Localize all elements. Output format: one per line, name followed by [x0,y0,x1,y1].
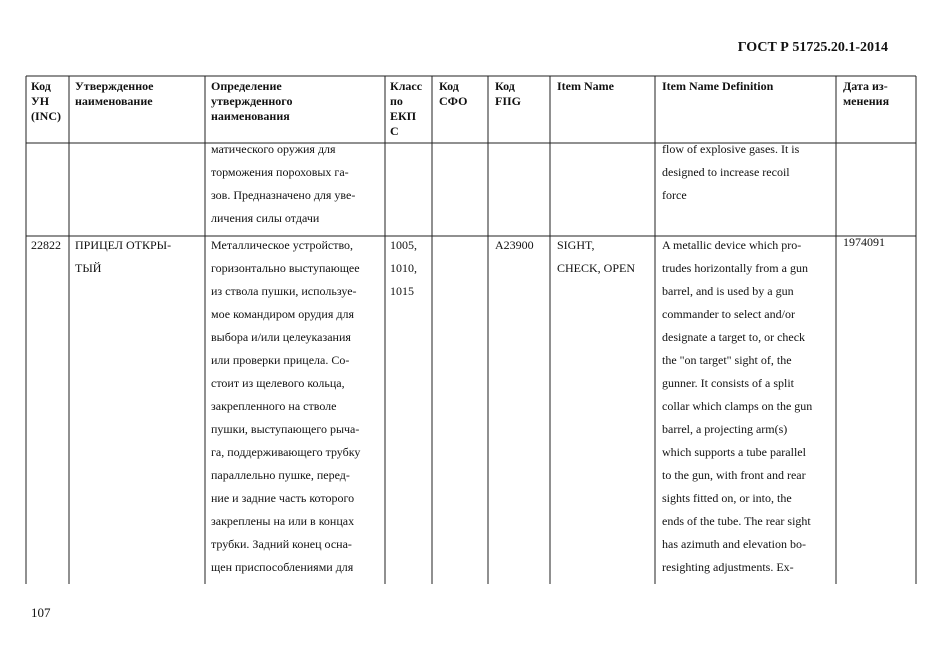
header-code-fiig: Код FIIG [495,79,522,108]
header-code-sfo: Код СФО [439,79,468,108]
row-code-fiig: A23900 [495,238,534,252]
header-approved-name: Утвержденное наименование [75,79,154,108]
row-code-un: 22822 [31,238,61,252]
header-class-ekps: Класс по ЕКП С [390,79,423,138]
row-definition-ru: Металлическое устройство, горизонтально выступающее из ствола пушки, используе- мое командиром орудия для выбора и/или целеуказания или проверки прицела. Со- стоит из щелевого кольца, закрепленного на стволе пушки, выступающего рыча- га, поддерживающего трубку параллельно пушке, перед- ние и задние часть которого закреплены на или в концах трубки. Задний конец осна- щен приспособлениями для [211,238,361,574]
row-item-name-definition: A metallic device which pro- trudes horizontally from a gun barrel, and is used by a gun commander to select and/or designate a target to, or check the "on target" sight of, the gunner. It consists of a split collar which clamps on the gun barrel, a projecting arm(s) which supports a tube parallel to the gun, with front and rear sights fitted on, or into, the ends of the tube. The rear sight has azimuth and elevation bo- resighting adjustments. Ex- [662,238,813,574]
document-standard-id: ГОСТ Р 51725.20.1-2014 [737,40,888,55]
row-class-ekps: 1005, 1010, 1015 [390,238,417,298]
page-number: 107 [31,605,51,620]
header-item-name: Item Name [557,79,614,93]
continuation-item-name-definition: flow of explosive gases. It is designed to increase recoil force [662,142,800,202]
row-approved-name: ПРИЦЕЛ ОТКРЫ- ТЫЙ [75,238,172,275]
header-item-name-definition: Item Name Definition [662,79,774,93]
row-item-name: SIGHT, CHECK, OPEN [557,238,636,275]
header-change-date: Дата из- менения [843,79,890,108]
header-definition-ru: Определение утвержденного наименования [211,79,293,123]
row-change-date: 1974091 [843,235,885,249]
header-code-un: Код УН (INC) [31,79,61,123]
continuation-definition-ru: матического оружия для торможения пороховых га- зов. Предназначено для уве- личения силы отдачи [211,142,356,225]
